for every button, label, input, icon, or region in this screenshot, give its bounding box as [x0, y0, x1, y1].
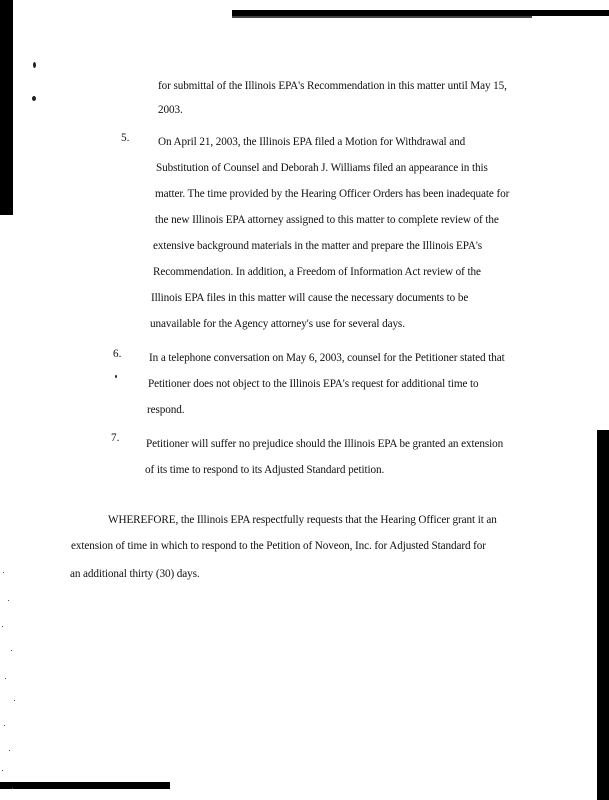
- item-5-line-1: On April 21, 2003, the Illinois EPA filed a Motion for Withdrawal and: [158, 136, 466, 148]
- wherefore-line-3: an additional thirty (30) days.: [70, 568, 200, 580]
- paragraph-4-line-1: for submittal of the Illinois EPA's Recommendation in this matter until May 15,: [158, 80, 507, 92]
- item-5-line-3: matter. The time provided by the Hearing Officer Orders has been inadequate for: [155, 188, 510, 200]
- item-6-line-3: respond.: [147, 404, 185, 416]
- item-5-line-4: the new Illinois EPA attorney assigned to this matter to complete review of the: [155, 214, 499, 226]
- item-7-number: 7.: [111, 432, 120, 444]
- item-7-line-1: Petitioner will suffer no prejudice should the Illinois EPA be granted an extension: [146, 438, 504, 450]
- item-5-line-8: unavailable for the Agency attorney's use for several days.: [150, 318, 405, 330]
- item-5-line-7: Illinois EPA files in this matter will cause the necessary documents to be: [151, 292, 469, 304]
- item-7-line-2: of its time to respond to its Adjusted Standard petition.: [145, 464, 385, 476]
- item-6-line-1: In a telephone conversation on May 6, 2003, counsel for the Petitioner stated that: [149, 352, 505, 364]
- scan-edge-left: [0, 0, 13, 215]
- item-5-number: 5.: [121, 132, 130, 144]
- item-6-number: 6.: [113, 348, 122, 360]
- wherefore-line-2: extension of time in which to respond to the Petition of Noveon, Inc. for Adjusted Standard for: [71, 540, 486, 552]
- scan-speck: [32, 96, 36, 101]
- scan-edge-right: [597, 430, 609, 800]
- item-5-line-5: extensive background materials in the matter and prepare the Illinois EPA's: [153, 240, 483, 252]
- scan-speck: [33, 62, 36, 68]
- item-5-line-2: Substitution of Counsel and Deborah J. Williams filed an appearance in this: [156, 162, 488, 174]
- paragraph-4-line-2: 2003.: [158, 104, 183, 116]
- item-5-line-6: Recommendation. In addition, a Freedom of Information Act review of the: [153, 266, 481, 278]
- scan-speck: [115, 375, 117, 378]
- wherefore-line-1: WHEREFORE, the Illinois EPA respectfully requests that the Hearing Officer grant it an: [108, 514, 497, 526]
- scan-noise: [0, 560, 26, 800]
- item-6-line-2: Petitioner does not object to the Illinois EPA's request for additional time to: [148, 378, 479, 390]
- scan-edge-top-thin: [232, 16, 532, 18]
